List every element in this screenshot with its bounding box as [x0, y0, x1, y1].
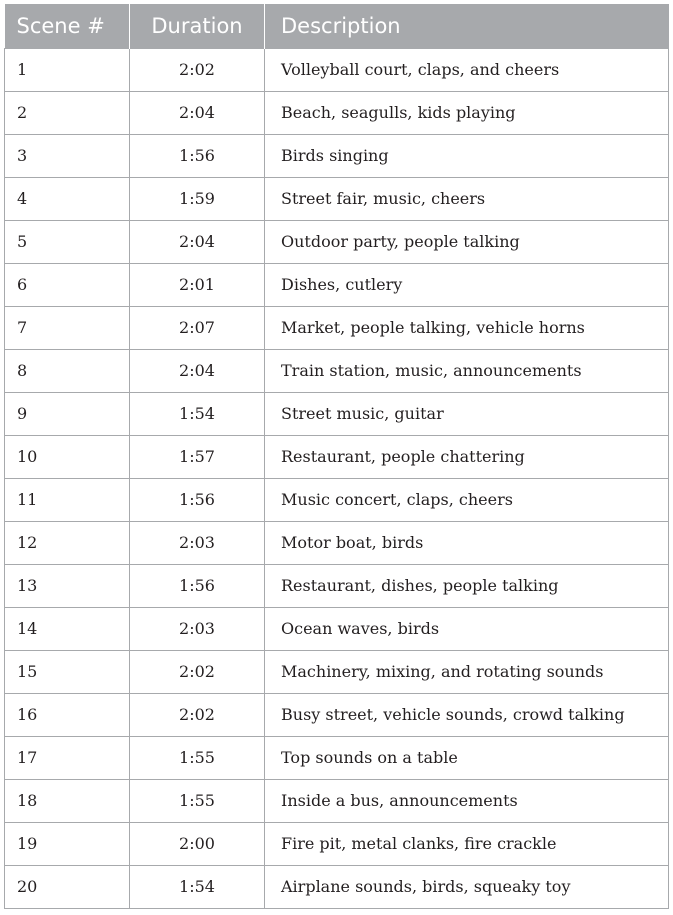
scene-number-cell: 15 — [5, 650, 130, 693]
scene-number-cell: 17 — [5, 736, 130, 779]
scene-number-cell: 9 — [5, 392, 130, 435]
scene-number-cell: 18 — [5, 779, 130, 822]
table-row — [5, 521, 669, 564]
description-cell: Airplane sounds, birds, squeaky toy — [265, 865, 669, 908]
description-cell: Restaurant, dishes, people talking — [265, 564, 669, 607]
duration-cell: 2:02 — [130, 650, 265, 693]
table-row — [5, 865, 669, 908]
duration-cell: 1:59 — [130, 177, 265, 220]
table-body — [5, 48, 669, 908]
duration-cell: 1:56 — [130, 134, 265, 177]
scene-number-cell: 7 — [5, 306, 130, 349]
duration-cell: 2:00 — [130, 822, 265, 865]
scene-number-cell: 20 — [5, 865, 130, 908]
scene-table — [4, 4, 669, 909]
scene-number-cell: 10 — [5, 435, 130, 478]
table-row — [5, 48, 669, 91]
duration-cell: 2:02 — [130, 48, 265, 91]
scene-number-cell: 11 — [5, 478, 130, 521]
scene-number-cell: 2 — [5, 91, 130, 134]
duration-cell: 1:55 — [130, 779, 265, 822]
table-row — [5, 306, 669, 349]
description-cell: Beach, seagulls, kids playing — [265, 91, 669, 134]
header-duration: Duration — [130, 4, 265, 48]
table-row — [5, 392, 669, 435]
description-cell: Street fair, music, cheers — [265, 177, 669, 220]
description-cell: Machinery, mixing, and rotating sounds — [265, 650, 669, 693]
description-cell: Market, people talking, vehicle horns — [265, 306, 669, 349]
scene-number-cell: 5 — [5, 220, 130, 263]
table-row — [5, 607, 669, 650]
scene-number-cell: 16 — [5, 693, 130, 736]
duration-cell: 2:01 — [130, 263, 265, 306]
duration-cell: 1:54 — [130, 865, 265, 908]
table-row — [5, 349, 669, 392]
description-cell: Restaurant, people chattering — [265, 435, 669, 478]
scene-number-cell: 8 — [5, 349, 130, 392]
table-row — [5, 177, 669, 220]
duration-cell: 2:03 — [130, 607, 265, 650]
duration-cell: 2:07 — [130, 306, 265, 349]
description-cell: Music concert, claps, cheers — [265, 478, 669, 521]
table-header — [5, 4, 669, 48]
scene-number-cell: 1 — [5, 48, 130, 91]
duration-cell: 1:55 — [130, 736, 265, 779]
duration-cell: 1:56 — [130, 478, 265, 521]
table-row — [5, 91, 669, 134]
scene-number-cell: 4 — [5, 177, 130, 220]
scene-number-cell: 3 — [5, 134, 130, 177]
scene-number-cell: 14 — [5, 607, 130, 650]
duration-cell: 2:04 — [130, 349, 265, 392]
description-cell: Street music, guitar — [265, 392, 669, 435]
scene-number-cell: 12 — [5, 521, 130, 564]
description-cell: Volleyball court, claps, and cheers — [265, 48, 669, 91]
table-row — [5, 779, 669, 822]
table-row — [5, 650, 669, 693]
description-cell: Ocean waves, birds — [265, 607, 669, 650]
table-row — [5, 822, 669, 865]
table-row — [5, 693, 669, 736]
description-cell: Motor boat, birds — [265, 521, 669, 564]
duration-cell: 2:04 — [130, 220, 265, 263]
duration-cell: 1:54 — [130, 392, 265, 435]
table-row — [5, 564, 669, 607]
description-cell: Busy street, vehicle sounds, crowd talking — [265, 693, 669, 736]
description-cell: Train station, music, announcements — [265, 349, 669, 392]
scene-number-cell: 13 — [5, 564, 130, 607]
table-row — [5, 134, 669, 177]
duration-cell: 1:57 — [130, 435, 265, 478]
scene-number-cell: 19 — [5, 822, 130, 865]
table-row — [5, 220, 669, 263]
scene-number-cell: 6 — [5, 263, 130, 306]
description-cell: Inside a bus, announcements — [265, 779, 669, 822]
header-scene: Scene # — [5, 4, 130, 48]
header-row — [5, 4, 669, 48]
table-row — [5, 736, 669, 779]
table-row — [5, 478, 669, 521]
duration-cell: 2:04 — [130, 91, 265, 134]
description-cell: Fire pit, metal clanks, fire crackle — [265, 822, 669, 865]
description-cell: Dishes, cutlery — [265, 263, 669, 306]
description-cell: Birds singing — [265, 134, 669, 177]
table-row — [5, 435, 669, 478]
duration-cell: 1:56 — [130, 564, 265, 607]
description-cell: Outdoor party, people talking — [265, 220, 669, 263]
header-description: Description — [265, 4, 669, 48]
duration-cell: 2:03 — [130, 521, 265, 564]
table-row — [5, 263, 669, 306]
description-cell: Top sounds on a table — [265, 736, 669, 779]
scene-table-container — [4, 4, 668, 909]
duration-cell: 2:02 — [130, 693, 265, 736]
